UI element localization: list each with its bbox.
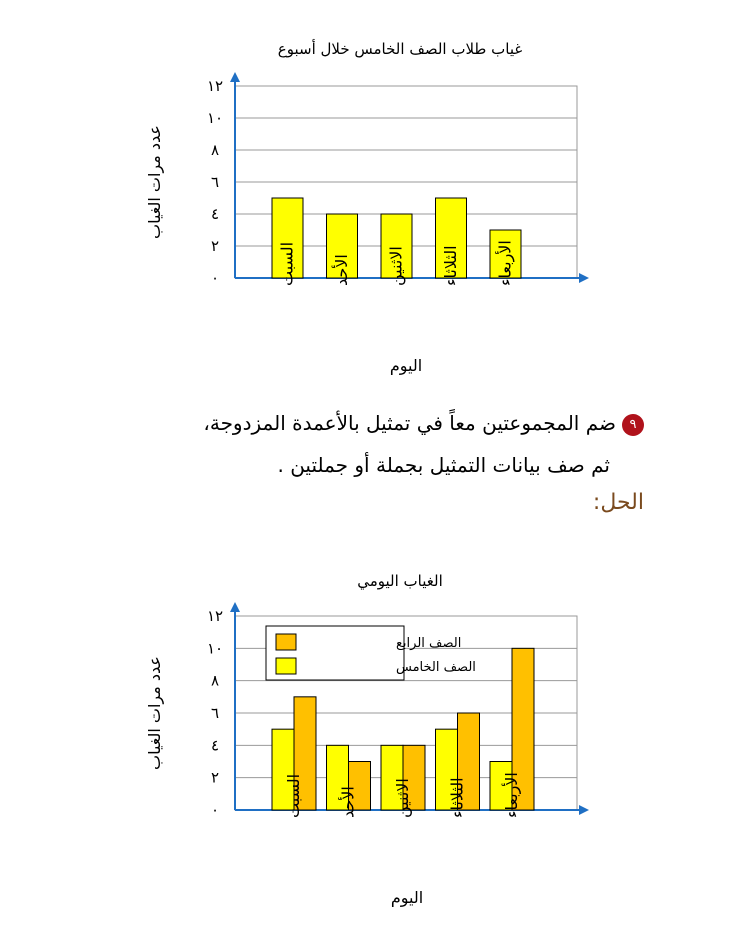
y-tick-label: ٦ bbox=[210, 173, 220, 191]
x-tick-label: الاثنين bbox=[386, 246, 406, 286]
x-axis-arrow bbox=[579, 273, 589, 283]
question-line-2: ثم صف بيانات التمثيل بجملة أو جملتين . bbox=[277, 453, 610, 477]
legend-swatch-fourth bbox=[276, 634, 296, 650]
legend-label: الصف الخامس bbox=[396, 660, 476, 675]
question-9 bbox=[84, 402, 644, 486]
x-tick-label: الثلاثاء bbox=[447, 777, 467, 818]
x-tick-label: السبت bbox=[284, 773, 303, 818]
y-axis-arrow bbox=[230, 72, 240, 82]
y-tick-label: ٠ bbox=[210, 269, 220, 287]
y-tick-label: ١٢ bbox=[206, 77, 224, 95]
x-tick-label: الأربعاء bbox=[495, 240, 515, 286]
y-tick-label: ٢ bbox=[210, 237, 220, 255]
x-tick-label: الاثنين bbox=[393, 778, 412, 818]
y-axis-arrow bbox=[230, 602, 240, 612]
y-tick-label: ٨ bbox=[210, 141, 220, 159]
chart-title: الغياب اليومي bbox=[357, 572, 443, 590]
x-tick-label: الأحد bbox=[332, 254, 351, 286]
solution-label: الحل: bbox=[592, 490, 644, 515]
y-tick-label: ٠ bbox=[210, 801, 220, 819]
chart-fifth-grade-absence bbox=[0, 0, 756, 400]
y-tick-label: ١٢ bbox=[206, 607, 224, 625]
y-tick-label: ٦ bbox=[210, 704, 220, 722]
y-tick-label: ٢ bbox=[210, 768, 220, 787]
x-tick-label: الأربعاء bbox=[502, 772, 521, 818]
chart-title: غياب طلاب الصف الخامس خلال أسبوع bbox=[277, 40, 523, 58]
y-tick-label: ٤ bbox=[210, 205, 220, 223]
question-number-badge: ٩ bbox=[622, 414, 644, 436]
x-axis-arrow bbox=[579, 805, 589, 815]
legend-label: الصف الرابع bbox=[396, 636, 462, 651]
y-axis-label: عدد مرات الغياب bbox=[145, 125, 164, 239]
x-tick-label: الأحد bbox=[338, 786, 358, 818]
x-tick-label: الثلاثاء bbox=[441, 245, 460, 286]
x-tick-label: السبت bbox=[277, 241, 297, 286]
legend bbox=[266, 626, 476, 680]
x-axis-label: اليوم bbox=[389, 356, 423, 375]
x-axis-label: اليوم bbox=[390, 888, 424, 907]
legend-swatch-fifth bbox=[276, 658, 296, 674]
y-tick-label: ٤ bbox=[210, 736, 220, 755]
y-tick-label: ٨ bbox=[210, 671, 220, 690]
question-line-1: ضم المجموعتين معاً في تمثيل بالأعمدة المزدوجة، bbox=[203, 411, 616, 435]
y-tick-label: ١٠ bbox=[206, 639, 224, 658]
chart-daily-absence-double-bar bbox=[0, 560, 756, 930]
y-axis-label: عدد مرات الغياب bbox=[145, 656, 164, 770]
y-tick-label: ١٠ bbox=[206, 109, 224, 127]
